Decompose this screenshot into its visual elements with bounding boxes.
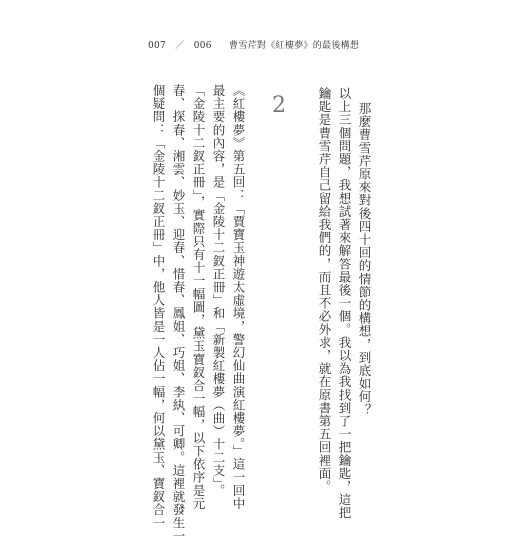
page-total: 006 (193, 41, 212, 51)
section-number: 2 (272, 93, 286, 118)
text-column-1: 那麼曹雪芹原來對後四十回的情節的構想，到底如何？ (357, 102, 372, 417)
page-number: 007 (148, 41, 167, 51)
text-column-6: 「金陵十二釵正冊」，實際只有十一幅圖，黛玉寶釵合一幅，以下依序是元 (191, 84, 206, 511)
chapter-title: 曹雪芹對《紅樓夢》的最後構想 (229, 41, 360, 51)
text-column-2: 以上三個問題，我想試著來解答最後一個。我以為我找到了一把鑰匙，這把 (337, 87, 352, 520)
text-column-7: 春、探春、湘雲、妙玉、迎春、惜春、鳳姐、巧姐、李紈、可卿。這裡就發生一 (171, 84, 186, 543)
running-header (148, 38, 359, 51)
page-separator: ／ (175, 41, 185, 51)
text-column-8: 個疑問：「金陵十二釵正冊」中，他人皆是一人佔一幅，何以黛玉、寶釵合一 (151, 84, 166, 530)
text-column-5: 最主要的內容，是「金陵十二釵正冊」和「新製紅樓夢（曲）十二支」。 (211, 84, 226, 497)
text-column-4: 《紅樓夢》第五回：「賈寶玉神遊太虛境，警幻仙曲演紅樓夢。」這一回中 (231, 84, 246, 511)
text-column-3: 鑰匙是曹雪芹自己留給我們的，而且不必外求，就在原書第五回裡面。 (317, 87, 332, 494)
